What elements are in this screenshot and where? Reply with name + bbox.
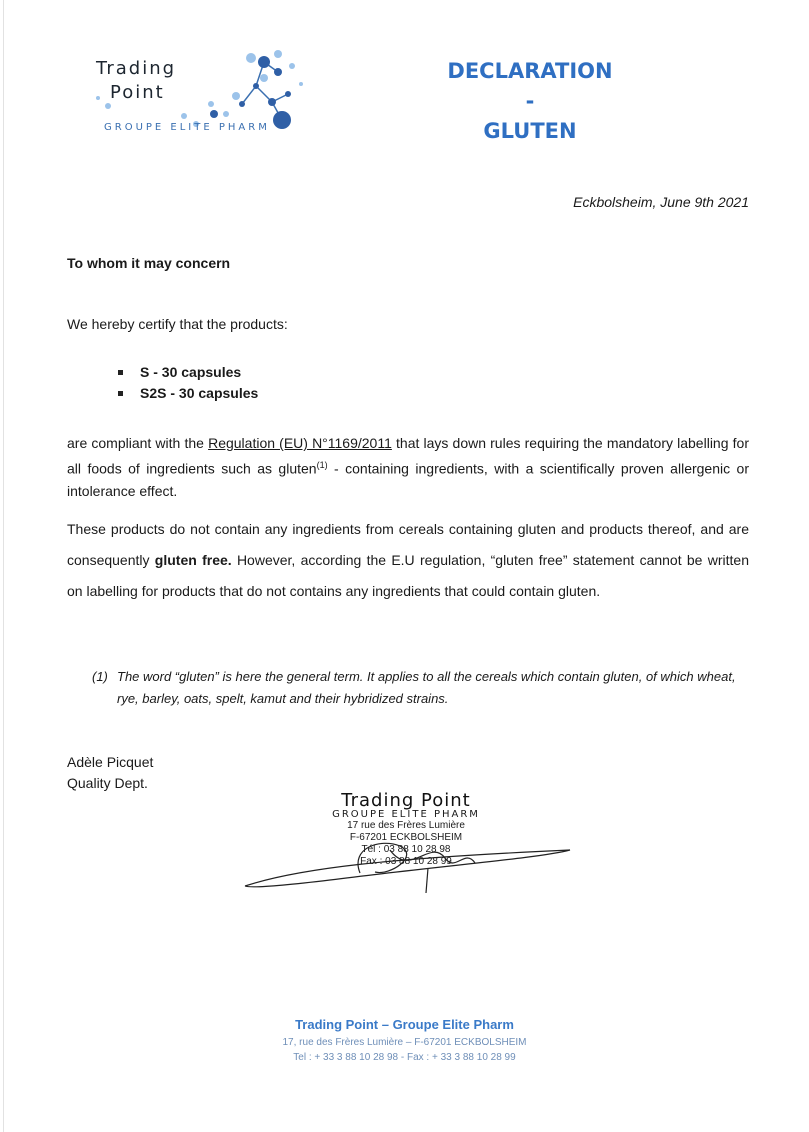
greeting: To whom it may concern [67, 255, 231, 271]
company-logo [86, 44, 306, 144]
footer-address: 17, rue des Frères Lumière – F-67201 ECKBOLSHEIM [282, 1037, 527, 1048]
product-list [118, 362, 258, 404]
footnote [92, 666, 752, 710]
stamp-city: F-67201 ECKBOLSHEIM [349, 832, 463, 843]
gluten-free-paragraph [67, 514, 749, 607]
title-line-2: - [525, 89, 535, 113]
signatory [67, 752, 153, 794]
p1-before: are compliant with the [67, 435, 209, 451]
gluten-free-bold: gluten free. [154, 552, 232, 568]
document-title [430, 56, 630, 146]
document-date: Eckbolsheim, June 9th 2021 [573, 194, 749, 210]
signatory-dept: Quality Dept. [67, 775, 148, 791]
logo-tagline: GROUPE ELITE PHARM [104, 122, 270, 133]
p2-after: However, according the E.U regulation, “gluten free” statement cannot be written on labelling for products that do not contains any ingredients that could contain gluten. [67, 552, 749, 599]
page-edge [3, 0, 4, 1132]
stamp-tel: Tél : 03 88 10 28 98 [361, 844, 451, 855]
footnote-marker: (1) [316, 460, 328, 470]
footnote-number: (1) [92, 669, 108, 684]
footer-contact: Tel : + 33 3 88 10 28 98 - Fax : + 33 3 88 10 28 99 [293, 1052, 516, 1063]
stamp-address: 17 rue des Frères Lumière [347, 820, 465, 831]
regulation-reference: Regulation (EU) N°1169/2011 [208, 435, 392, 451]
logo-word-2: Point [110, 82, 165, 103]
p1-middle: that lays down rules requiring the mandatory labelling for all foods of ingredients such as gluten [67, 435, 749, 477]
footnote-text: The word “gluten” is here the general term. It applies to all the cereals which contain gluten, of which wheat, rye, barley, oats, spelt, kamut and their hybridized strains. [117, 669, 736, 706]
p1-after: - containing ingredients, with a scientifically proven allergenic or intolerance effect. [67, 460, 749, 499]
compliance-paragraph [67, 432, 749, 502]
signatory-name: Adèle Picquet [67, 754, 154, 770]
intro-text: We hereby certify that the products: [67, 316, 288, 332]
title-line-1: DECLARATION [447, 59, 613, 83]
stamp-fax: Fax : 03 88 10 28 99 [360, 856, 452, 867]
p2-before: These products do not contain any ingredients from cereals containing gluten and products thereof, and are consequently [67, 521, 749, 568]
stamp-tagline: GROUPE ELITE PHARM [332, 809, 480, 820]
footer-company: Trading Point – Groupe Elite Pharm [295, 1017, 514, 1032]
title-line-3: GLUTEN [483, 119, 577, 143]
logo-word-1: Trading [96, 58, 177, 79]
handwritten-signature [240, 828, 590, 898]
list-item: S2S - 30 capsules [118, 383, 258, 404]
list-item: S - 30 capsules [118, 362, 258, 383]
stamp-name: Trading Point [341, 790, 471, 811]
